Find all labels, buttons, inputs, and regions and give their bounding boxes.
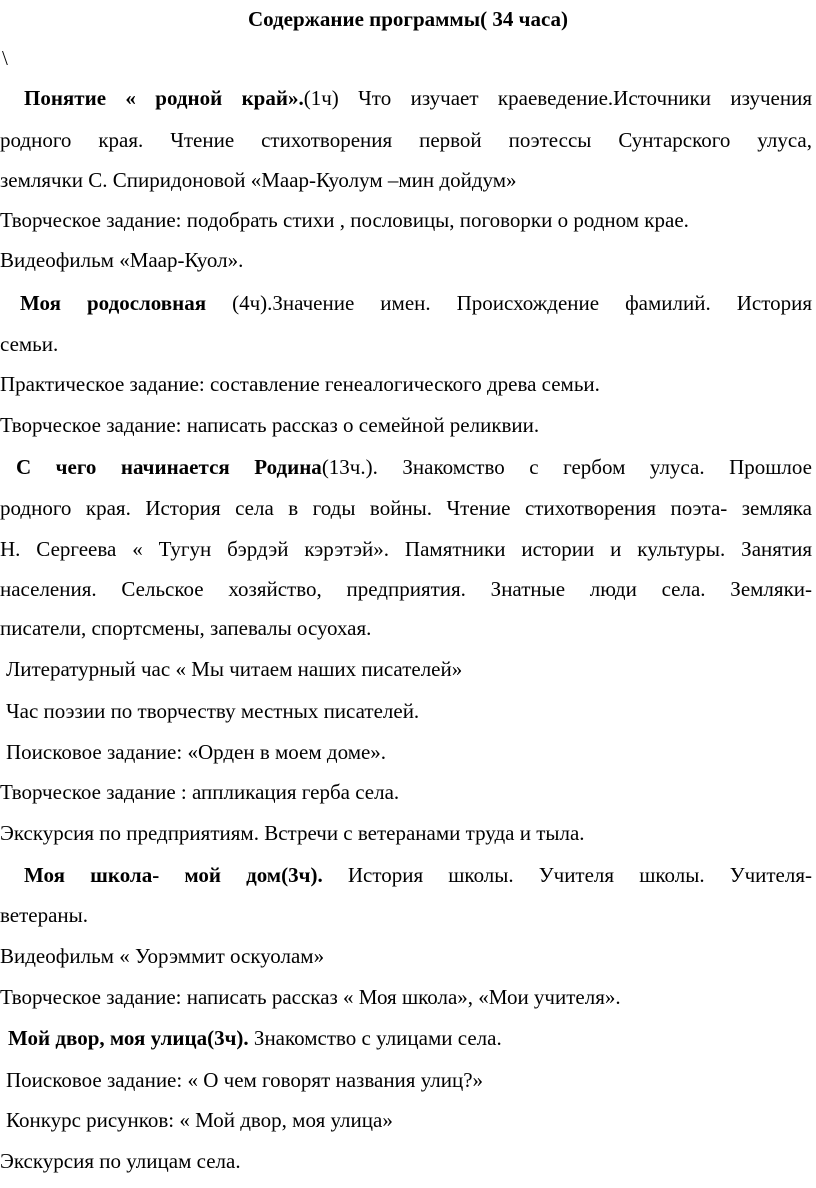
section-3-line-4: населения. Сельское хозяйство, предприятия. Знатные люди села. Земляки- (0, 577, 812, 601)
section-4-line-1-rest: История школы. Учителя школы. Учителя- (322, 863, 813, 887)
section-5-line-2: Поисковое задание: « О чем говорят названия улиц?» (6, 1068, 484, 1092)
section-1-heading: Понятие « родной край». (24, 86, 304, 110)
section-3-line-10: Экскурсия по предприятиям. Встречи с ветеранами труда и тыла. (0, 821, 585, 845)
section-1-line-2: родного края. Чтение стихотворения первой поэтессы Сунтарского улуса, (0, 128, 812, 152)
section-1-hours: (1ч) (303, 86, 339, 110)
section-3-line-6: Литературный час « Мы читаем наших писателей» (6, 657, 463, 681)
section-3-line-2: родного края. История села в годы войны. Чтение стихотворения поэта- земляка (0, 496, 812, 520)
section-2-line-1 (0, 289, 812, 317)
section-4-heading: Моя школа- мой дом(3ч). (24, 863, 323, 887)
section-3-line-5: писатели, спортсмены, запевалы осуохая. (0, 616, 372, 640)
section-4-line-2: ветераны. (0, 903, 89, 927)
section-5-heading: Мой двор, моя улица(3ч). (8, 1026, 249, 1050)
section-1-line-5: Видеофильм «Маар-Куол». (0, 248, 244, 272)
section-2-line-3: Практическое задание: составление генеалогического древа семьи. (0, 372, 600, 396)
section-5-line-1-rest: Знакомство с улицами села. (248, 1026, 502, 1050)
section-4-line-1 (0, 861, 812, 889)
section-5-line-1 (8, 1024, 816, 1052)
section-1-line-4: Творческое задание: подобрать стихи , пословицы, поговорки о родном крае. (0, 208, 689, 232)
section-3-heading: С чего начинается Родина (16, 455, 322, 479)
section-3-line-7: Час поэзии по творчеству местных писателей. (6, 699, 420, 723)
backslash-mark: \ (2, 46, 8, 70)
section-3-line-1-rest: (13ч.). Знакомство с гербом улуса. Прошлое (321, 455, 812, 479)
section-5-line-4: Экскурсия по улицам села. (0, 1149, 241, 1173)
document-title: Содержание программы( 34 часа) (247, 7, 569, 31)
section-4-line-3: Видеофильм « Уорэммит оскуолам» (0, 944, 325, 968)
section-2-line-2: семьи. (0, 332, 59, 356)
section-4-line-4: Творческое задание: написать рассказ « Моя школа», «Мои учителя». (0, 985, 621, 1009)
section-1-line-1-rest: Что изучает краеведение.Источники изучения (338, 86, 812, 110)
section-3-line-1 (0, 453, 812, 481)
section-3-line-3: Н. Сергеева « Тугун бэрдэй кэрэтэй». Памятники истории и культуры. Занятия (0, 537, 812, 561)
section-1-line-3: землячки С. Спиридоновой «Маар-Куолум –мин дойдум» (0, 168, 517, 192)
section-1-line-1 (0, 84, 812, 112)
section-2-heading: Моя родословная (20, 291, 207, 315)
section-5-line-3: Конкурс рисунков: « Мой двор, моя улица» (6, 1108, 393, 1132)
section-2-line-4: Творческое задание: написать рассказ о семейной реликвии. (0, 413, 540, 437)
section-3-line-8: Поисковое задание: «Орден в моем доме». (6, 740, 387, 764)
section-3-line-9: Творческое задание : аппликация герба села. (0, 780, 400, 804)
section-2-line-1-rest: (4ч).Значение имен. Происхождение фамилий. История (206, 291, 813, 315)
